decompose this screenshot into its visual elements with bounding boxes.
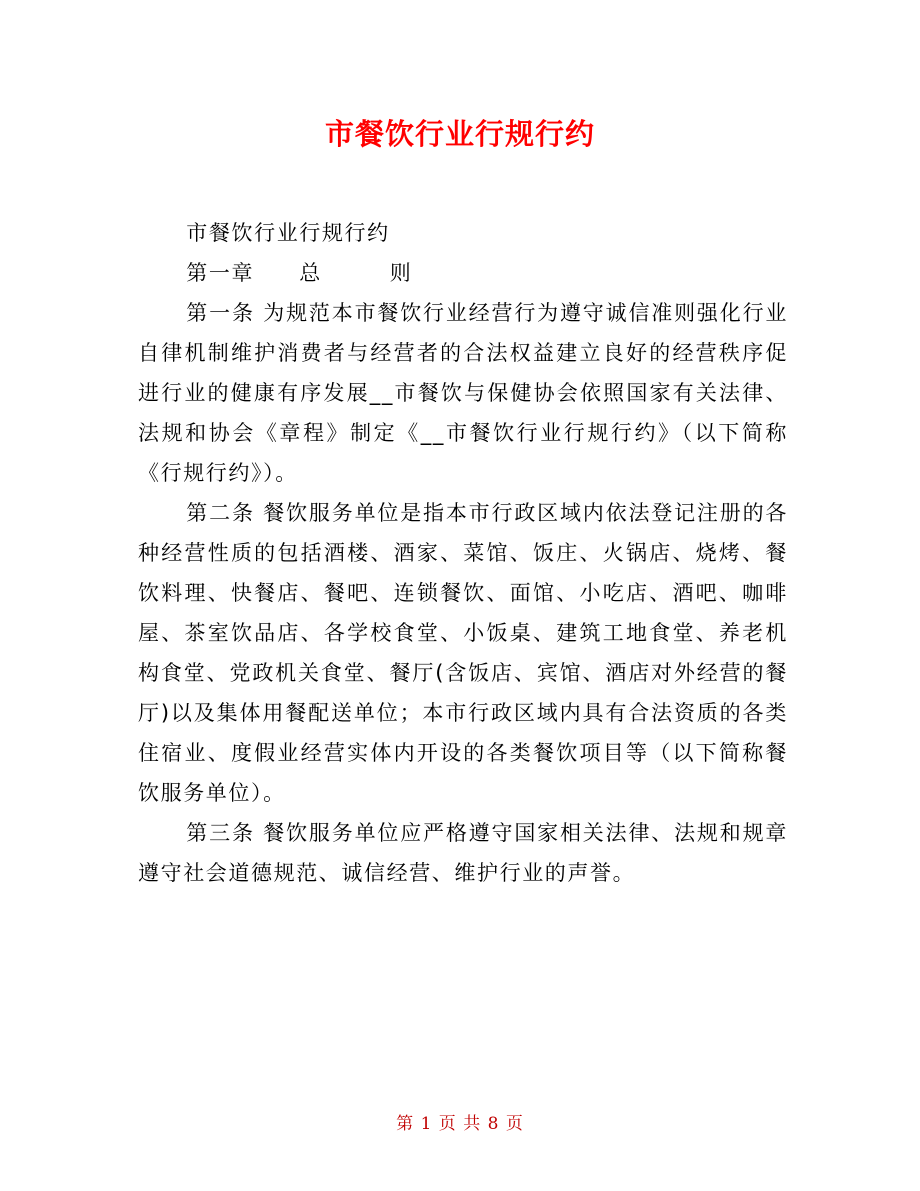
article-2: 第二条 餐饮服务单位是指本市行政区域内依法登记注册的各种经营性质的包括酒楼、酒家、菜馆、饭庄、火锅店、烧烤、餐饮料理、快餐店、餐吧、连锁餐饮、面馆、小吃店、酒吧、咖啡屋、茶室饮品店、各学校食堂、小饭桌、建筑工地食堂、养老机构食堂、党政机关食堂、餐厅(含饭店、宾馆、酒店对外经营的餐厅)以及集体用餐配送单位；本市行政区域内具有合法资质的各类住宿业、度假业经营实体内开设的各类餐饮项目等（以下简称餐饮服务单位）。 bbox=[138, 501, 788, 805]
chapter-heading: 第一章 总 则 bbox=[186, 261, 413, 285]
paragraph-intro-title: 市餐饮行业行规行约 bbox=[186, 221, 390, 245]
page-number-footer: 第 1 页 共 8 页 bbox=[396, 1114, 524, 1134]
article-3: 第三条 餐饮服务单位应严格遵守国家相关法律、法规和规章遵守社会道德规范、诚信经营、维护行业的声誉。 bbox=[138, 821, 788, 885]
document-title: 市餐饮行业行规行约 bbox=[324, 117, 595, 151]
document-body bbox=[138, 213, 788, 893]
article-1: 第一条 为规范本市餐饮行业经营行为遵守诚信准则强化行业自律机制维护消费者与经营者的合法权益建立良好的经营秩序促进行业的健康有序发展__市餐饮与保健协会依照国家有关法律、法规和协会《章程》制定《__市餐饮行业行规行约》（以下简称《行规行约》）。 bbox=[138, 301, 788, 485]
